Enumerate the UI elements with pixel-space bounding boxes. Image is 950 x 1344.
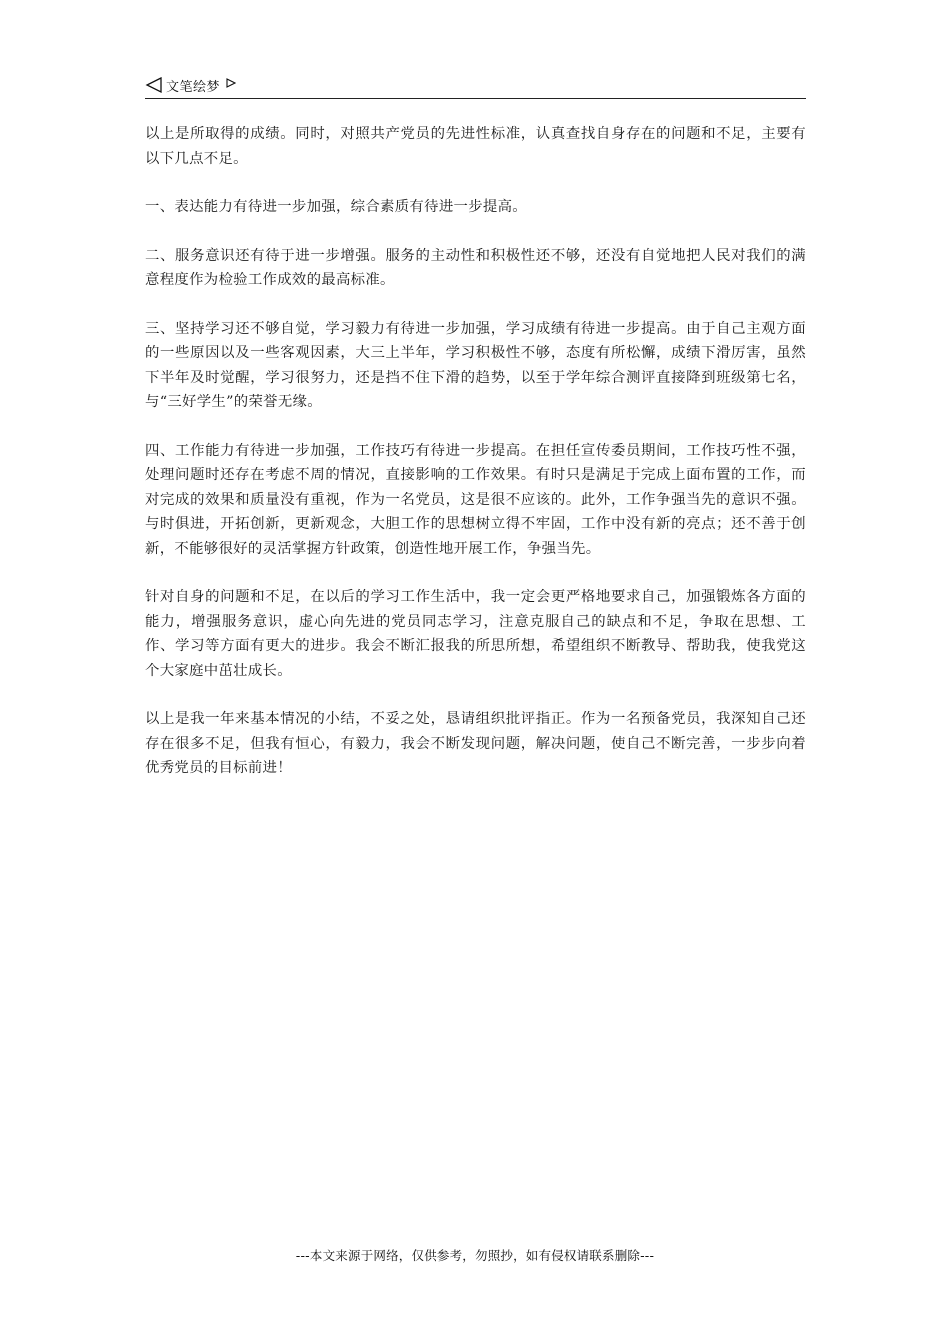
triangle-left-icon	[145, 76, 163, 94]
document-body	[145, 122, 806, 805]
triangle-right-icon	[226, 78, 236, 88]
paragraph-intro: 以上是所取得的成绩。同时，对照共产党员的先进性标准，认真查找自身存在的问题和不足，主要有以下几点不足。	[145, 126, 806, 167]
paragraph-point-3: 三、坚持学习还不够自觉，学习毅力有待进一步加强，学习成绩有待进一步提高。由于自己主观方面的一些原因以及一些客观因素，大三上半年，学习积极性不够，态度有所松懈，成绩下滑厉害，虽然下半年及时觉醒，学习很努力，还是挡不住下滑的趋势，以至于学年综合测评直接降到班级第七名，与“三好学生”的荣誉无缘。	[145, 320, 806, 410]
paragraph-point-4: 四、工作能力有待进一步加强，工作技巧有待进一步提高。在担任宣传委员期间，工作技巧性不强，处理问题时还存在考虑不周的情况，直接影响的工作效果。有时只是满足于完成上面布置的工作，而对完成的效果和质量没有重视，作为一名党员，这是很不应该的。此外，工作争强当先的意识不强。与时俱进，开拓创新，更新观念，大胆工作的思想树立得不牢固，工作中没有新的亮点；还不善于创新，不能够很好的灵活掌握方针政策，创造性地开展工作，争强当先。	[145, 442, 806, 557]
page-header	[145, 74, 806, 99]
footer-disclaimer: ---本文来源于网络，仅供参考，勿照抄，如有侵权请联系删除---	[295, 1248, 655, 1263]
brand-title: 文笔绘梦	[166, 79, 221, 95]
paragraph-improvement: 针对自身的问题和不足，在以后的学习工作生活中，我一定会更严格地要求自己，加强锻炼各方面的能力，增强服务意识，虚心向先进的党员同志学习，注意克服自己的缺点和不足，争取在思想、工作、学习等方面有更大的进步。我会不断汇报我的所思所想，希望组织不断教导、帮助我，使我党这个大家庭中茁壮成长。	[145, 589, 806, 679]
paragraph-conclusion: 以上是我一年来基本情况的小结，不妥之处，恳请组织批评指正。作为一名预备党员，我深知自己还存在很多不足，但我有恒心，有毅力，我会不断发现问题，解决问题，使自己不断完善，一步步向着优秀党员的目标前进！	[145, 711, 806, 776]
paragraph-point-1: 一、表达能力有待进一步加强，综合素质有待进一步提高。	[145, 199, 527, 215]
paragraph-point-2: 二、服务意识还有待于进一步增强。服务的主动性和积极性还不够，还没有自觉地把人民对我们的满意程度作为检验工作成效的最高标准。	[145, 247, 806, 288]
